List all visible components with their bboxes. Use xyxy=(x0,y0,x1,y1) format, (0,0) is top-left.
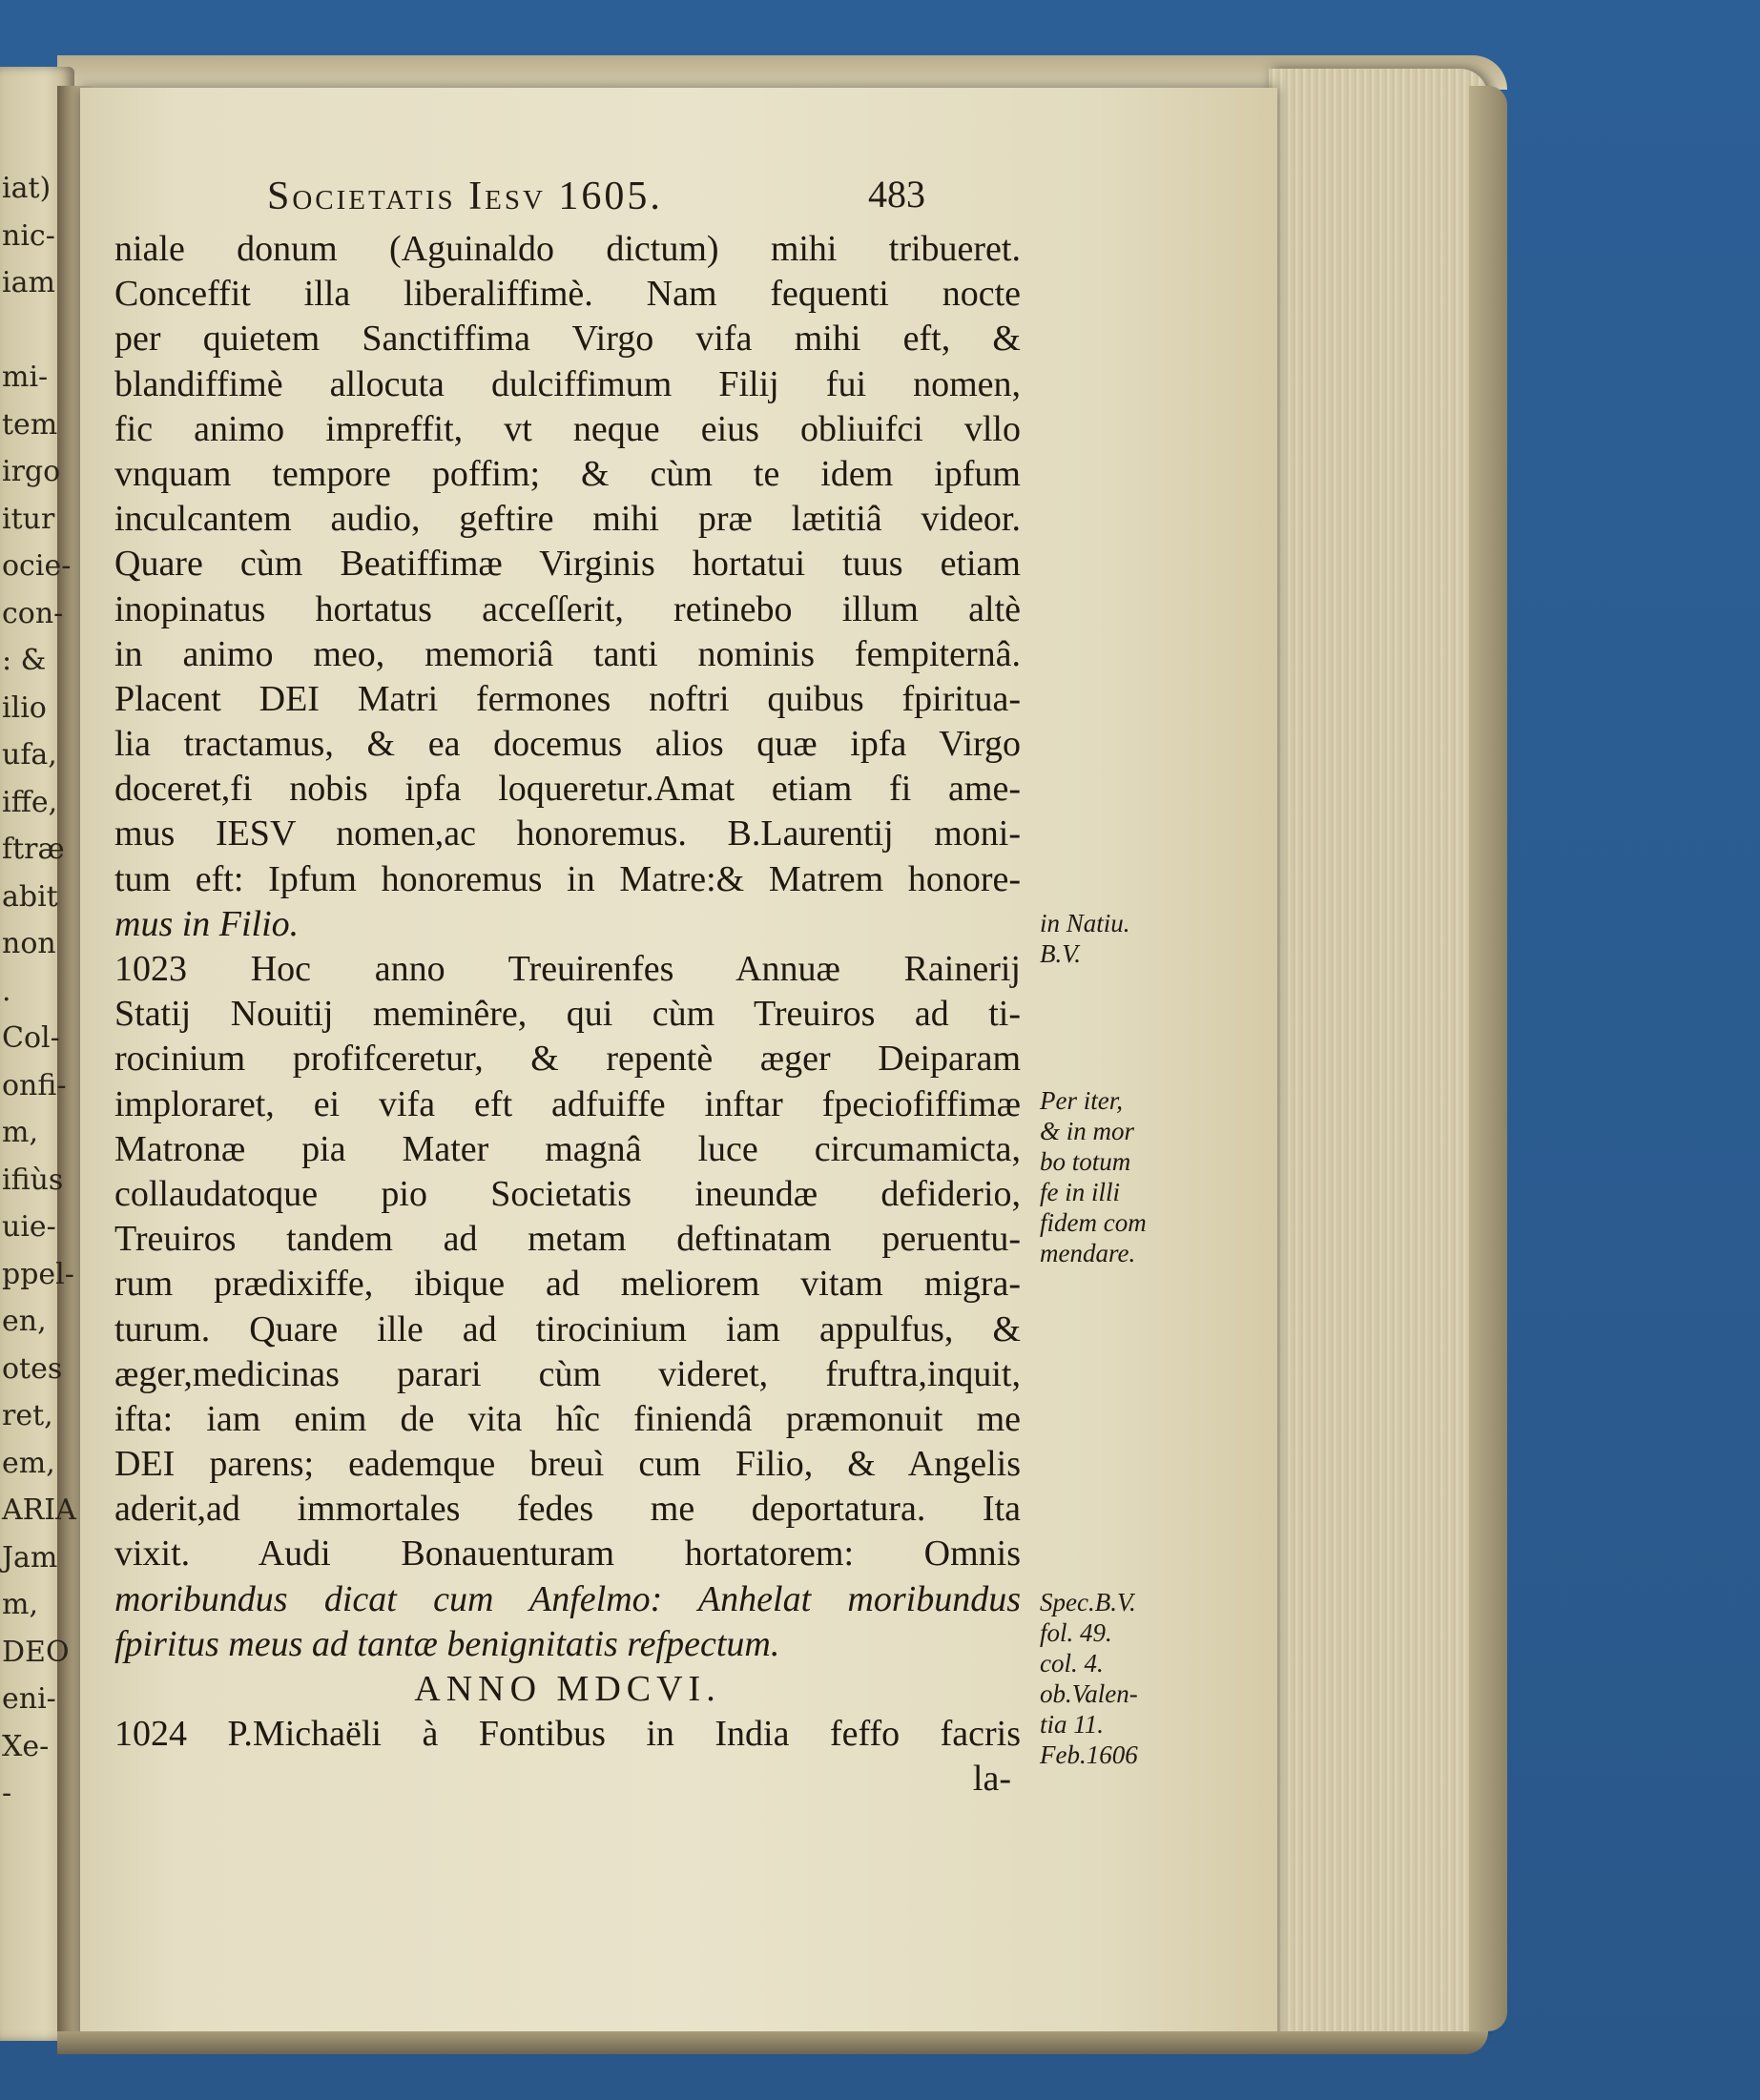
body-text xyxy=(114,227,1021,1802)
body-line: Treuiros tandem ad metam deftinatam peruentu- xyxy=(114,1219,1021,1260)
body-line: moribundus dicat cum Anfelmo: Anhelat moribundus xyxy=(114,1578,1021,1619)
body-line: imploraret, ei vifa eft adfuiffe inftar fpeciofiffimæ xyxy=(114,1083,1021,1124)
margin-line: fol. 49. xyxy=(1040,1618,1112,1647)
body-line: 1023 Hoc anno Treuirenfes Annuæ Rainerij xyxy=(114,949,1021,989)
body-line: tum eft: Ipfum honoremus in Matre:& Matrem honore- xyxy=(114,858,1021,899)
margin-line: mendare. xyxy=(1040,1239,1136,1267)
margin-line: col. 4. xyxy=(1040,1649,1104,1678)
fragment-line: onfi- xyxy=(2,1068,67,1102)
body-line: Placent DEI Matri fermones noftri quibus fpiritua- xyxy=(114,678,1021,719)
fragment-line: iat) xyxy=(2,172,52,205)
fragment-line: mi- xyxy=(2,360,49,394)
fragment-line: en, xyxy=(2,1305,47,1338)
fragment-line: ftræ xyxy=(2,833,65,866)
body-line: turum. Quare ille ad tirocinium iam appulfus, & xyxy=(114,1308,1021,1349)
margin-line: bo totum xyxy=(1040,1147,1131,1176)
fragment-line: eni- xyxy=(2,1682,56,1716)
fragment-line: itur xyxy=(2,502,55,536)
fragment-line: abit xyxy=(2,879,58,914)
fragment-line: uie- xyxy=(2,1210,56,1244)
body-line: inculcantem audio, geftire mihi præ lætitiâ videor. xyxy=(114,499,1021,540)
fragment-line: ppel- xyxy=(2,1257,74,1291)
body-line: fpiritus meus ad tantæ benignitatis refpectum. xyxy=(114,1623,780,1664)
book-board-right xyxy=(1469,86,1507,2031)
fragment-line: ret, xyxy=(2,1399,53,1432)
margin-line: fidem com xyxy=(1040,1208,1147,1237)
book-cover-bottom-edge xyxy=(57,2031,1488,2054)
body-line: 1024 P.Michaëli à Fontibus in India feffo facris xyxy=(114,1714,1021,1755)
margin-line: tia 11. xyxy=(1040,1710,1104,1739)
fragment-line: m, xyxy=(2,1588,38,1621)
section-heading-year: ANNO MDCVI. xyxy=(414,1669,721,1709)
fragment-line: . xyxy=(2,974,11,1008)
page-number: 483 xyxy=(868,173,925,216)
fragment-line: - xyxy=(2,1777,12,1810)
fragment-line: nic- xyxy=(2,218,55,253)
fragment-line: Xe- xyxy=(2,1729,50,1763)
margin-note-spec xyxy=(1040,1587,1183,1770)
fragment-line: tem xyxy=(2,407,58,442)
body-line: mus in Filio. xyxy=(114,903,300,944)
margin-note-per-iter xyxy=(1040,1085,1183,1268)
body-line: collaudatoque pio Societatis ineundæ defiderio, xyxy=(114,1173,1021,1214)
body-line: niale donum (Aguinaldo dictum) mihi tribueret. xyxy=(114,229,1021,269)
body-line: ifta: iam enim de vita hîc finiendâ præmonuit me xyxy=(114,1398,1021,1439)
fragment-line: ufa, xyxy=(2,738,57,772)
body-line: vixit. Audi Bonauenturam hortatorem: Omnis xyxy=(114,1534,1021,1575)
fragment-line: otes xyxy=(2,1351,63,1386)
margin-line: in Natiu. xyxy=(1040,909,1130,937)
body-line: mus IESV nomen,ac honoremus. B.Laurentij moni- xyxy=(114,813,1021,854)
margin-line: & in mor xyxy=(1040,1117,1135,1145)
fragment-line: iffe, xyxy=(2,785,58,819)
fragment-line: ifiùs xyxy=(2,1163,64,1197)
fragment-line: ARIA xyxy=(2,1493,76,1527)
body-line: lia tractamus, & ea docemus alios quæ ipfa Virgo xyxy=(114,724,1021,765)
margin-line: ob.Valen- xyxy=(1040,1679,1138,1708)
margin-line: Spec.B.V. xyxy=(1040,1588,1136,1616)
body-line: fic animo impreffit, vt neque eius obliuifci vllo xyxy=(114,408,1021,449)
body-line: Conceffit illa liberaliffimè. Nam fequenti nocte xyxy=(114,274,1021,315)
fragment-line: ilio xyxy=(2,690,47,725)
fragment-line: m, xyxy=(2,1116,38,1149)
fragment-line: irgo xyxy=(2,455,61,488)
margin-line: Per iter, xyxy=(1040,1086,1123,1115)
fragment-line: con- xyxy=(2,596,64,630)
body-line: DEI parens; eademque breuì cum Filio, & Angelis xyxy=(114,1444,1021,1485)
catchword: la- xyxy=(972,1759,1011,1800)
body-line: æger,medicinas parari cùm videret, fruftra,inquit, xyxy=(114,1353,1021,1394)
page-block-fore-edge xyxy=(1269,69,1488,2033)
body-line: Quare cùm Beatiffimæ Virginis hortatui tuus etiam xyxy=(114,544,1021,585)
body-line: inopinatus hortatus acceſſerit, retinebo illum altè xyxy=(114,588,1021,629)
running-head: Societatis Iesv 1605. xyxy=(267,175,663,218)
body-line: doceret,fi nobis ipfa loqueretur.Amat etiam fi ame- xyxy=(114,769,1021,810)
margin-line: fe in illi xyxy=(1040,1178,1120,1206)
body-line: in animo meo, memoriâ tanti nominis fempiternâ. xyxy=(114,633,1021,674)
body-line: rum prædixiffe, ibique ad meliorem vitam migra- xyxy=(114,1264,1021,1305)
fragment-line: : & xyxy=(2,644,47,677)
body-line: Statij Nouitij meminêre, qui cùm Treuiros ad ti- xyxy=(114,994,1021,1035)
body-line: aderit,ad immortales fedes me deportatura. Ita xyxy=(114,1489,1021,1530)
margin-line: B.V. xyxy=(1040,939,1082,968)
fragment-line: em, xyxy=(2,1446,55,1480)
body-line: vnquam tempore poffim; & cùm te idem ipfum xyxy=(114,453,1021,494)
fragment-line: ocie- xyxy=(2,549,72,583)
fragment-line: non xyxy=(2,927,56,960)
body-line: per quietem Sanctiffima Virgo vifa mihi eft, & xyxy=(114,319,1021,360)
margin-note-natiu xyxy=(1040,908,1183,969)
fragment-line: Jam xyxy=(2,1540,58,1575)
margin-line: Feb.1606 xyxy=(1040,1740,1138,1769)
fragment-line: iam xyxy=(2,266,55,299)
body-line: Matronæ pia Mater magnâ luce circumamicta, xyxy=(114,1128,1021,1169)
fragment-line: DEO xyxy=(2,1635,70,1669)
body-line: blandiffimè allocuta dulciffimum Filij fui nomen, xyxy=(114,363,1021,404)
fragment-line: Col- xyxy=(2,1021,60,1055)
body-line: rocinium profifceretur, & repentè æger Deiparam xyxy=(114,1039,1021,1080)
